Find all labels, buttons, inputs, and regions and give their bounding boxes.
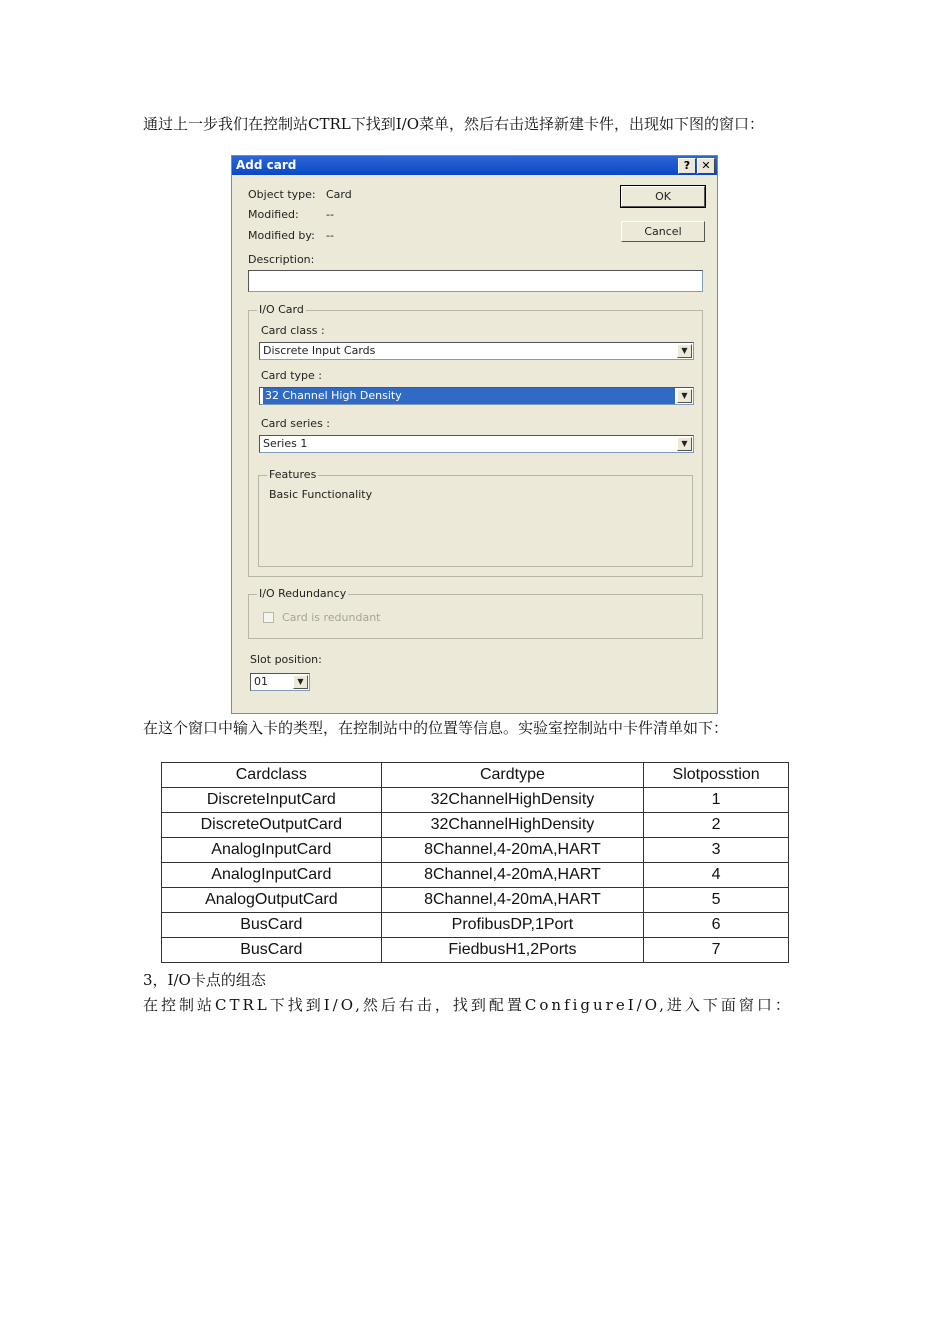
- cell-cardclass: AnalogOutputCard: [162, 888, 382, 913]
- table-row: [162, 863, 789, 888]
- dialog-title: Add card: [236, 158, 297, 172]
- dialog-title-bar: [232, 156, 717, 175]
- modified-label: Modified:: [248, 208, 299, 221]
- slot-position-value: 01: [254, 675, 268, 688]
- modified-by-value: --: [326, 229, 334, 242]
- table-row: [162, 913, 789, 938]
- cell-cardtype: 8Channel,4-20mA,HART: [381, 888, 644, 913]
- redundant-checkbox[interactable]: [263, 612, 274, 623]
- header-cardclass: Cardclass: [162, 763, 382, 788]
- slot-position-select[interactable]: [250, 673, 310, 691]
- redundant-label: Card is redundant: [282, 611, 381, 624]
- description-input[interactable]: [248, 270, 703, 292]
- card-series-select[interactable]: [259, 435, 694, 453]
- cell-cardtype: 32ChannelHighDensity: [381, 788, 644, 813]
- cell-slot: 3: [644, 838, 789, 863]
- ok-button[interactable]: OK: [621, 186, 705, 207]
- chevron-down-icon[interactable]: ▼: [677, 389, 692, 403]
- cell-slot: 5: [644, 888, 789, 913]
- cell-cardclass: DiscreteInputCard: [162, 788, 382, 813]
- cell-cardtype: 32ChannelHighDensity: [381, 813, 644, 838]
- close-icon[interactable]: ✕: [697, 158, 715, 174]
- cell-slot: 1: [644, 788, 789, 813]
- cell-cardtype: 8Channel,4-20mA,HART: [381, 838, 644, 863]
- object-type-label: Object type:: [248, 188, 316, 201]
- header-slotposition: Slotposstion: [644, 763, 789, 788]
- io-card-group-title: I/O Card: [259, 303, 304, 316]
- card-class-label: Card class :: [261, 324, 325, 337]
- card-type-select[interactable]: [259, 387, 694, 405]
- cell-cardclass: AnalogInputCard: [162, 838, 382, 863]
- card-series-value: Series 1: [263, 437, 308, 450]
- section-heading: 3，I/O卡点的组态: [143, 971, 266, 989]
- section-paragraph: 在控制站CTRL下找到I/O,然后右击，找到配置ConfigureI/O,进入下面窗口：: [143, 996, 793, 1014]
- cell-cardclass: DiscreteOutputCard: [162, 813, 382, 838]
- cell-cardclass: AnalogInputCard: [162, 863, 382, 888]
- chevron-down-icon[interactable]: ▼: [677, 344, 692, 358]
- object-type-value: Card: [326, 188, 352, 201]
- cell-cardclass: BusCard: [162, 938, 382, 963]
- cell-slot: 4: [644, 863, 789, 888]
- modified-value: --: [326, 208, 334, 221]
- description-label: Description:: [248, 253, 315, 266]
- features-text: Basic Functionality: [269, 488, 373, 501]
- features-group: [258, 468, 693, 567]
- cell-slot: 6: [644, 913, 789, 938]
- table-row: [162, 838, 789, 863]
- card-series-label: Card series :: [261, 417, 331, 430]
- features-group-title: Features: [269, 468, 317, 481]
- card-list-table: [161, 762, 789, 963]
- table-header-row: [162, 763, 789, 788]
- io-redundancy-group-title: I/O Redundancy: [259, 587, 347, 600]
- io-redundancy-group: [248, 587, 703, 639]
- slot-position-label: Slot position:: [250, 653, 322, 666]
- table-row: [162, 813, 789, 838]
- table-row: [162, 788, 789, 813]
- table-row: [162, 938, 789, 963]
- card-type-value: 32 Channel High Density: [263, 388, 675, 404]
- cell-slot: 2: [644, 813, 789, 838]
- header-cardtype: Cardtype: [381, 763, 644, 788]
- card-class-select[interactable]: [259, 342, 694, 360]
- io-card-group: [248, 303, 703, 577]
- cell-cardtype: 8Channel,4-20mA,HART: [381, 863, 644, 888]
- after-dialog-paragraph: 在这个窗口中输入卡的类型，在控制站中的位置等信息。实验室控制站中卡件清单如下：: [143, 719, 729, 737]
- help-icon[interactable]: ?: [678, 158, 696, 174]
- cancel-button[interactable]: Cancel: [621, 221, 705, 242]
- cell-slot: 7: [644, 938, 789, 963]
- cell-cardtype: ProfibusDP,1Port: [381, 913, 644, 938]
- chevron-down-icon[interactable]: ▼: [677, 437, 692, 451]
- chevron-down-icon[interactable]: ▼: [293, 675, 308, 689]
- table-row: [162, 888, 789, 913]
- card-class-value: Discrete Input Cards: [263, 344, 376, 357]
- modified-by-label: Modified by:: [248, 229, 315, 242]
- add-card-dialog: [231, 155, 718, 714]
- cell-cardclass: BusCard: [162, 913, 382, 938]
- card-type-label: Card type :: [261, 369, 323, 382]
- intro-paragraph: 通过上一步我们在控制站CTRL下找到I/O菜单，然后右击选择新建卡件，出现如下图的窗口：: [143, 115, 765, 133]
- cell-cardtype: FiedbusH1,2Ports: [381, 938, 644, 963]
